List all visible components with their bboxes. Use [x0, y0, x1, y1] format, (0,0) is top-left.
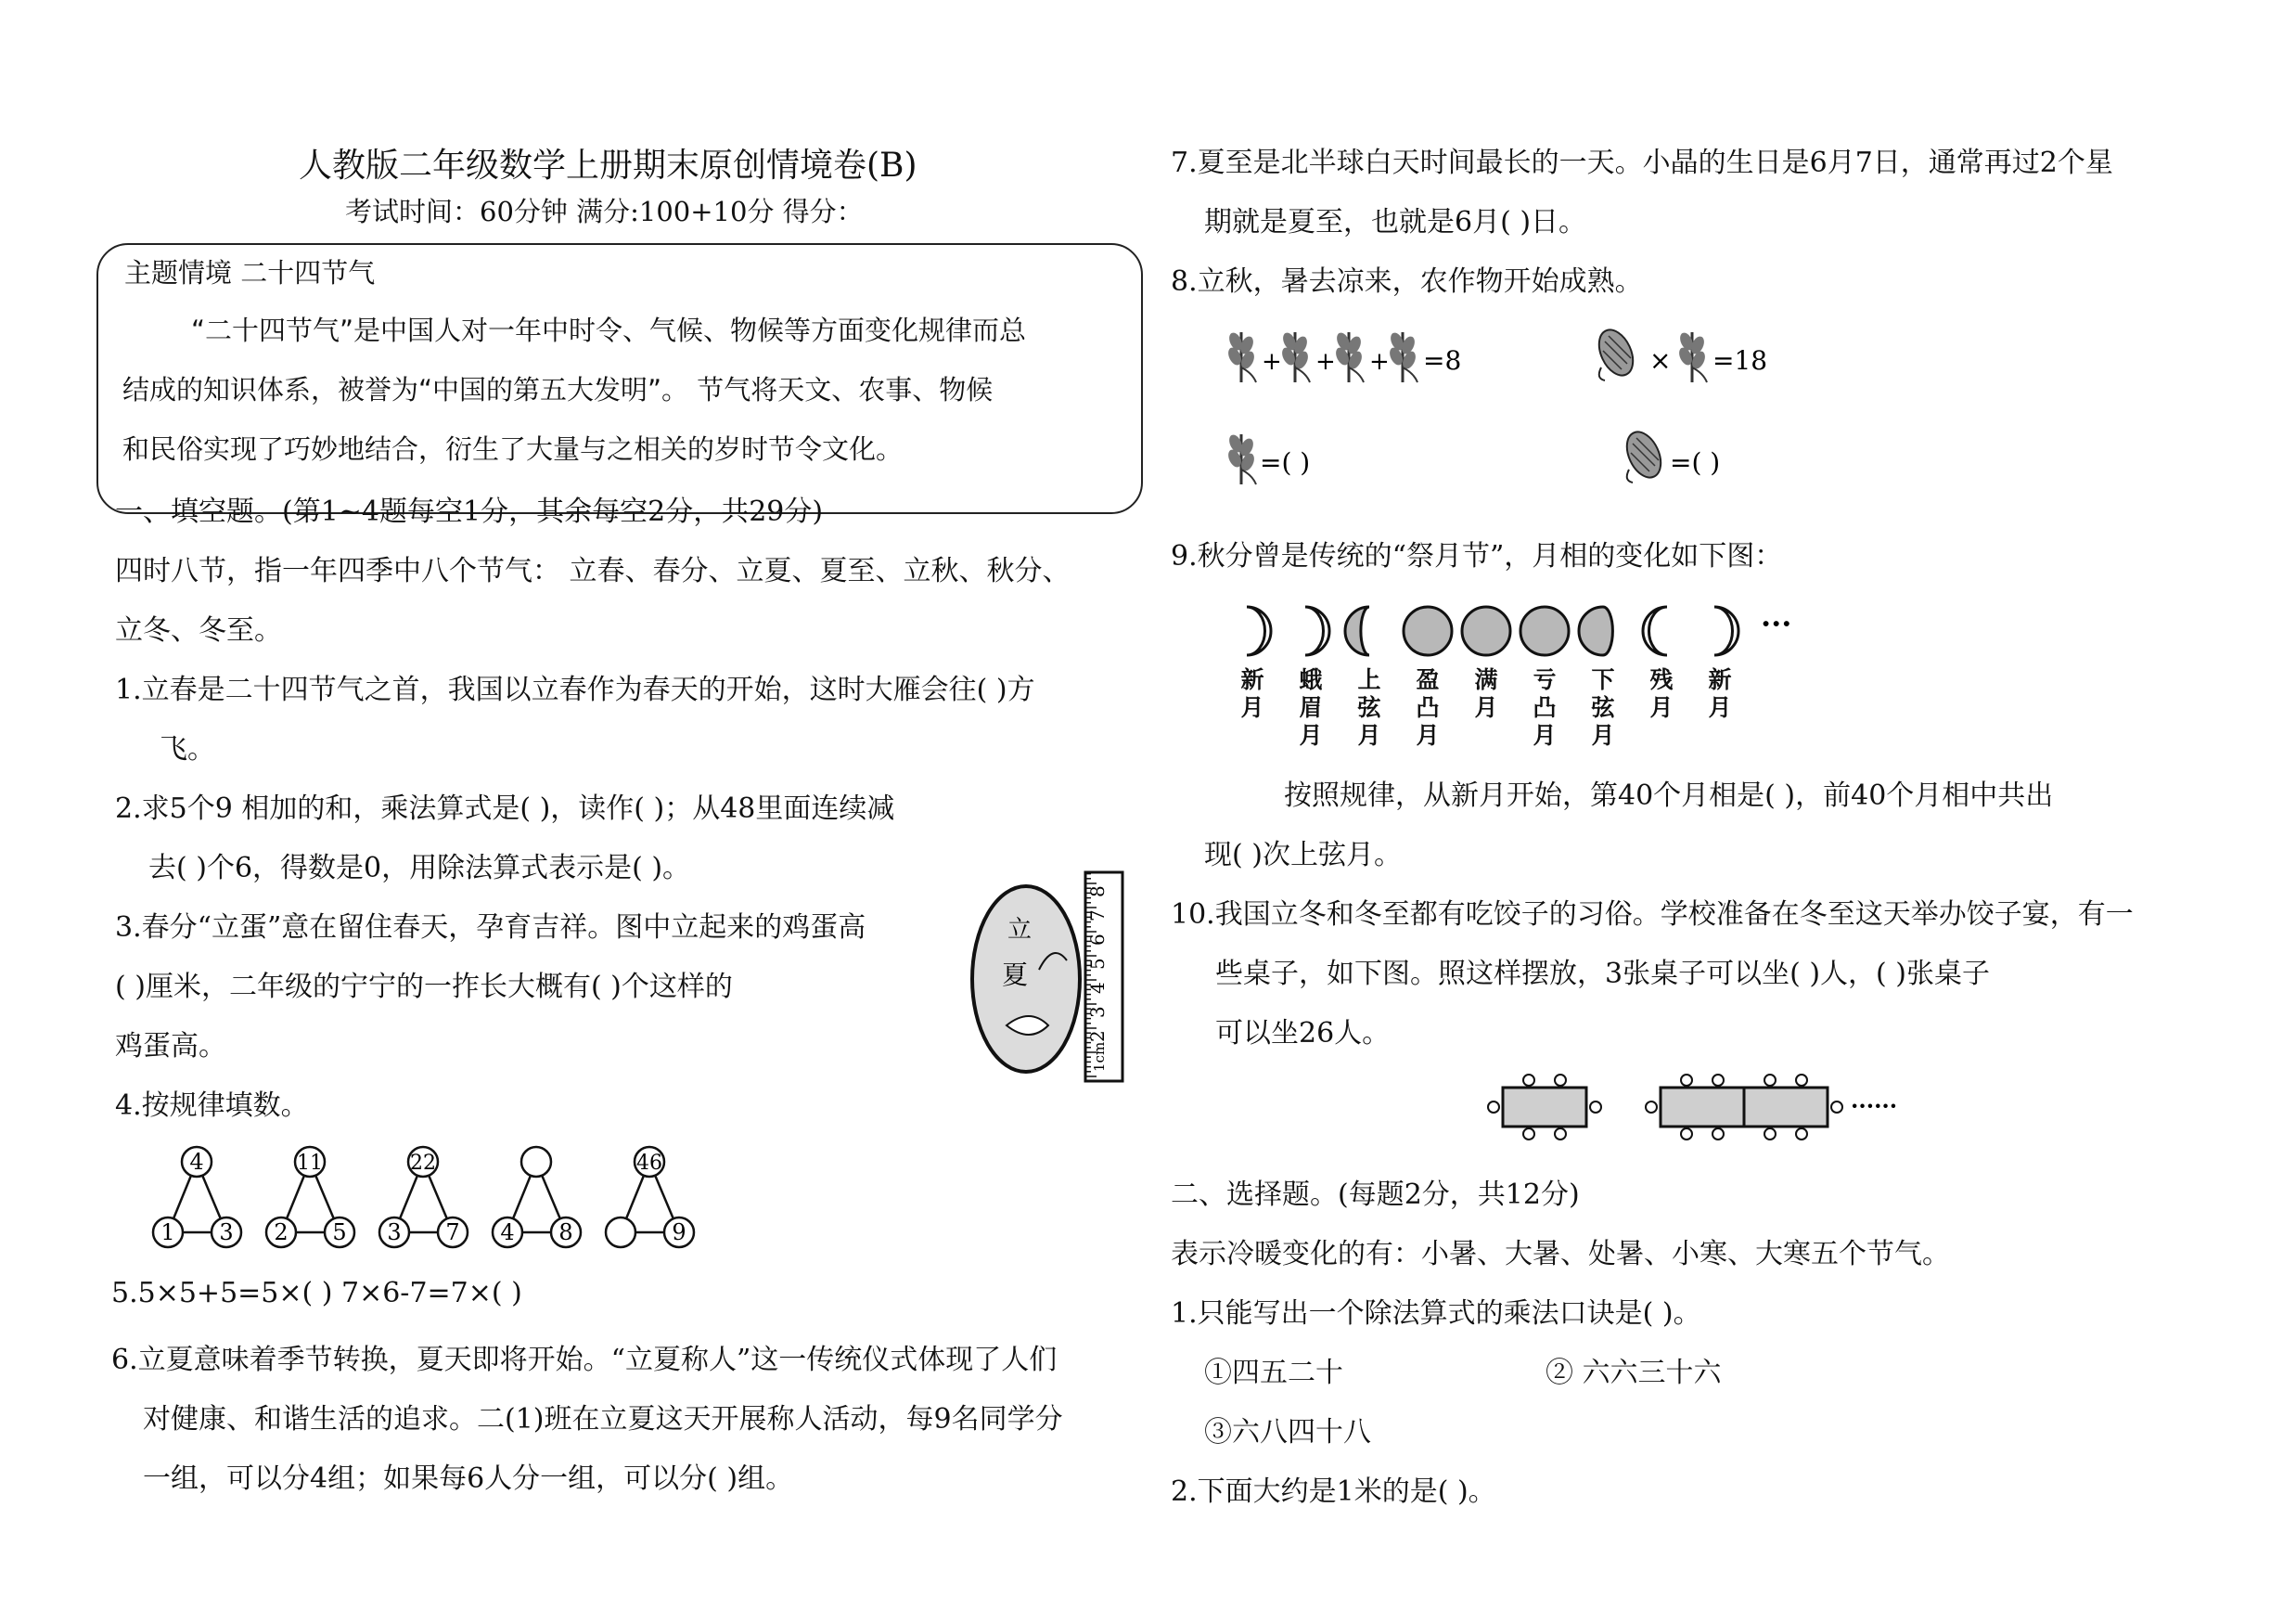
answer-1: =( ) [1260, 447, 1311, 478]
moon-phases [1215, 592, 1790, 666]
triangle-right-number: 7 [445, 1219, 460, 1245]
table-single [1503, 1088, 1586, 1127]
section-2-question-1: 1.只能写出一个除法算式的乘法口诀是( )。 [1171, 1297, 1701, 1330]
question-9-line-3: 现( )次上弦月。 [1204, 839, 1402, 871]
moon-phase-icon [1520, 607, 1569, 655]
svg-text:+: + [1262, 348, 1282, 376]
triangle-left-circle [606, 1217, 635, 1247]
crop-equations [1206, 316, 1874, 501]
triangle-left-number: 1 [160, 1219, 175, 1245]
tables-ellipsis: ······ [1851, 1092, 1898, 1119]
corn-icon [1621, 427, 1668, 483]
ruler-mark: 3 [1086, 1006, 1109, 1018]
triangle-top-number: 22 [410, 1152, 436, 1175]
intro-line-1: 四时八节，指一年四季中八个节气： 立春、春分、立夏、夏至、立秋、秋分、 [115, 555, 1071, 587]
wheat-icon [1387, 330, 1417, 382]
moon-phase-label: 亏 凸 月 [1533, 666, 1557, 749]
svg-text:+: + [1315, 348, 1336, 376]
triangle-left-number: 3 [387, 1219, 402, 1245]
moon-phase-label: 蛾 眉 月 [1299, 666, 1323, 749]
question-3-line-2: ( )厘米，二年级的宁宁的一拃长大概有( )个这样的 [115, 971, 733, 1003]
wheat-icon [1333, 330, 1364, 382]
moon-phase-icon [1579, 607, 1612, 655]
question-10-line-2: 些桌子，如下图。照这样摆放，3张桌子可以坐( )人，( )张桌子 [1215, 958, 1990, 990]
egg-char-1: 立 [1007, 916, 1033, 944]
triangle-pattern [158, 1141, 751, 1262]
section-2-heading: 二、选择题。(每题2分，共12分) [1171, 1179, 1580, 1211]
option-1[interactable]: ①四五二十 [1204, 1357, 1343, 1389]
context-heading: 主题情境 二十四节气 [124, 257, 376, 289]
moon-phase-label: 满 月 [1474, 666, 1498, 721]
exam-info: 考试时间：60分钟 满分:100+10分 得分： [345, 196, 864, 227]
moon-phase-label: 盈 凸 月 [1416, 666, 1440, 749]
page-title: 人教版二年级数学上册期末原创情境卷(B) [299, 147, 917, 185]
section-2-intro: 表示冷暖变化的有：小暑、大暑、处暑、小寒、大寒五个节气。 [1171, 1238, 1950, 1270]
number-triangle [266, 1147, 354, 1247]
question-7-line-2: 期就是夏至，也就是6月( )日。 [1204, 206, 1587, 238]
egg-char-2: 夏 [1002, 960, 1029, 990]
ruler-mark: 4 [1086, 982, 1109, 994]
wheat-icon [1279, 330, 1310, 382]
ruler-mark: 5 [1086, 958, 1109, 970]
triangle-left-number: 4 [500, 1219, 515, 1245]
question-8: 8.立秋，暑去凉来，农作物开始成熟。 [1171, 265, 1643, 298]
table-double-right [1744, 1088, 1828, 1127]
question-1-line-1: 1.立春是二十四节气之首，我国以立春作为春天的开始，这时大雁会往( )方 [115, 674, 1035, 706]
option-3[interactable]: ③六八四十八 [1204, 1416, 1371, 1449]
moon-phase-label: 残 月 [1649, 666, 1674, 721]
moon-phase-label: 上 弦 月 [1357, 666, 1381, 749]
ruler-mark: 7 [1086, 909, 1109, 921]
egg-ruler-figure [965, 868, 1136, 1090]
equation-1-result: =8 [1423, 345, 1462, 376]
ruler-mark: 8 [1086, 885, 1109, 897]
wheat-icon [1225, 330, 1256, 382]
question-7-line-1: 7.夏至是北半球白天时间最长的一天。小晶的生日是6月7日，通常再过2个星 [1171, 147, 2113, 179]
ruler-mark: 6 [1086, 934, 1109, 946]
table-double-left [1661, 1088, 1744, 1127]
moon-phase-label: 下 弦 月 [1591, 666, 1615, 749]
intro-line-2: 立冬、冬至。 [115, 614, 282, 647]
answer-2: =( ) [1670, 447, 1721, 478]
wheat-icon [1225, 432, 1256, 484]
moon-phase-icon [1643, 607, 1667, 655]
moon-phase-label: 新 月 [1708, 666, 1732, 721]
triangle-right-number: 5 [332, 1219, 347, 1245]
section-1-heading: 一、填空题。(第1~4题每空1分，其余每空2分，共29分) [115, 496, 824, 528]
question-9-line-2: 按照规律，从新月开始，第40个月相是( )，前40个月相中共出 [1284, 779, 2054, 812]
corn-icon [1593, 325, 1640, 381]
section-2-question-2: 2.下面大约是1米的是( )。 [1171, 1475, 1496, 1508]
question-6-line-3: 一组，可以分4组；如果每6人分一组，可以分( )组。 [143, 1462, 794, 1495]
triangle-right-number: 3 [219, 1219, 234, 1245]
moon-phase-icon [1247, 607, 1271, 655]
context-line-1: “二十四节气”是中国人对一年中时令、气候、物候等方面变化规律而总 [191, 315, 1027, 346]
equation-2-result: =18 [1712, 345, 1768, 376]
triangle-left-number: 2 [274, 1219, 289, 1245]
triangle-top-number: 11 [297, 1152, 323, 1175]
moon-phase-icon [1714, 607, 1738, 655]
number-triangle [606, 1147, 694, 1247]
question-2-line-1: 2.求5个9 相加的和，乘法算式是( )，读作( )；从48里面连续减 [115, 792, 895, 825]
question-6-line-2: 对健康、和谐生活的追求。二(1)班在立夏这天开展称人活动，每9名同学分 [143, 1403, 1063, 1436]
ruler-mark: 1cm [1091, 1041, 1108, 1072]
question-5: 5.5×5+5=5×( ) 7×6-7=7×( ) [111, 1277, 522, 1309]
question-10-line-1: 10.我国立冬和冬至都有吃饺子的习俗。学校准备在冬至这天举办饺子宴，有一 [1171, 898, 2134, 931]
triangle-right-number: 8 [558, 1219, 573, 1245]
question-9: 9.秋分曾是传统的“祭月节”，月相的变化如下图： [1171, 540, 1783, 573]
svg-text:+: + [1369, 348, 1390, 376]
triangle-top-number: 46 [636, 1152, 662, 1175]
triangle-right-number: 9 [672, 1219, 686, 1245]
moon-phase-label: 新 月 [1240, 666, 1264, 721]
number-triangle [153, 1147, 241, 1247]
triangle-top-circle [521, 1147, 551, 1177]
moon-phase-icon [1462, 607, 1510, 655]
question-2-line-2: 去( )个6，得数是0，用除法算式表示是( )。 [148, 852, 691, 884]
wheat-icon [1676, 330, 1707, 382]
question-10-line-3: 可以坐26人。 [1215, 1017, 1391, 1050]
moon-ellipsis: ··· [1761, 606, 1792, 641]
triangle-top-number: 4 [189, 1149, 204, 1175]
moon-phase-icon [1345, 607, 1369, 655]
context-line-3: 和民俗实现了巧妙地结合，衍生了大量与之相关的岁时节令文化。 [122, 433, 904, 465]
number-triangle [493, 1147, 581, 1247]
ruler-mark: 2 [1086, 1030, 1109, 1042]
question-1-line-2: 飞。 [160, 733, 215, 766]
table-arrangement [1484, 1067, 1898, 1151]
question-4-label: 4.按规律填数。 [115, 1089, 309, 1122]
question-3-line-1: 3.春分“立蛋”意在留住春天，孕育吉祥。图中立起来的鸡蛋高 [115, 911, 866, 944]
option-2[interactable]: ② 六六三十六 [1546, 1357, 1722, 1389]
svg-text:×: × [1649, 345, 1672, 376]
number-triangle [379, 1147, 468, 1247]
moon-phase-icon [1305, 607, 1329, 655]
question-3-line-3: 鸡蛋高。 [115, 1030, 226, 1063]
moon-phase-icon [1404, 607, 1452, 655]
context-line-2: 结成的知识体系，被誉为“中国的第五大发明”。 节气将天文、农事、物候 [122, 374, 994, 406]
question-6-line-1: 6.立夏意味着季节转换，夏天即将开始。“立夏称人”这一传统仪式体现了人们 [111, 1344, 1058, 1376]
